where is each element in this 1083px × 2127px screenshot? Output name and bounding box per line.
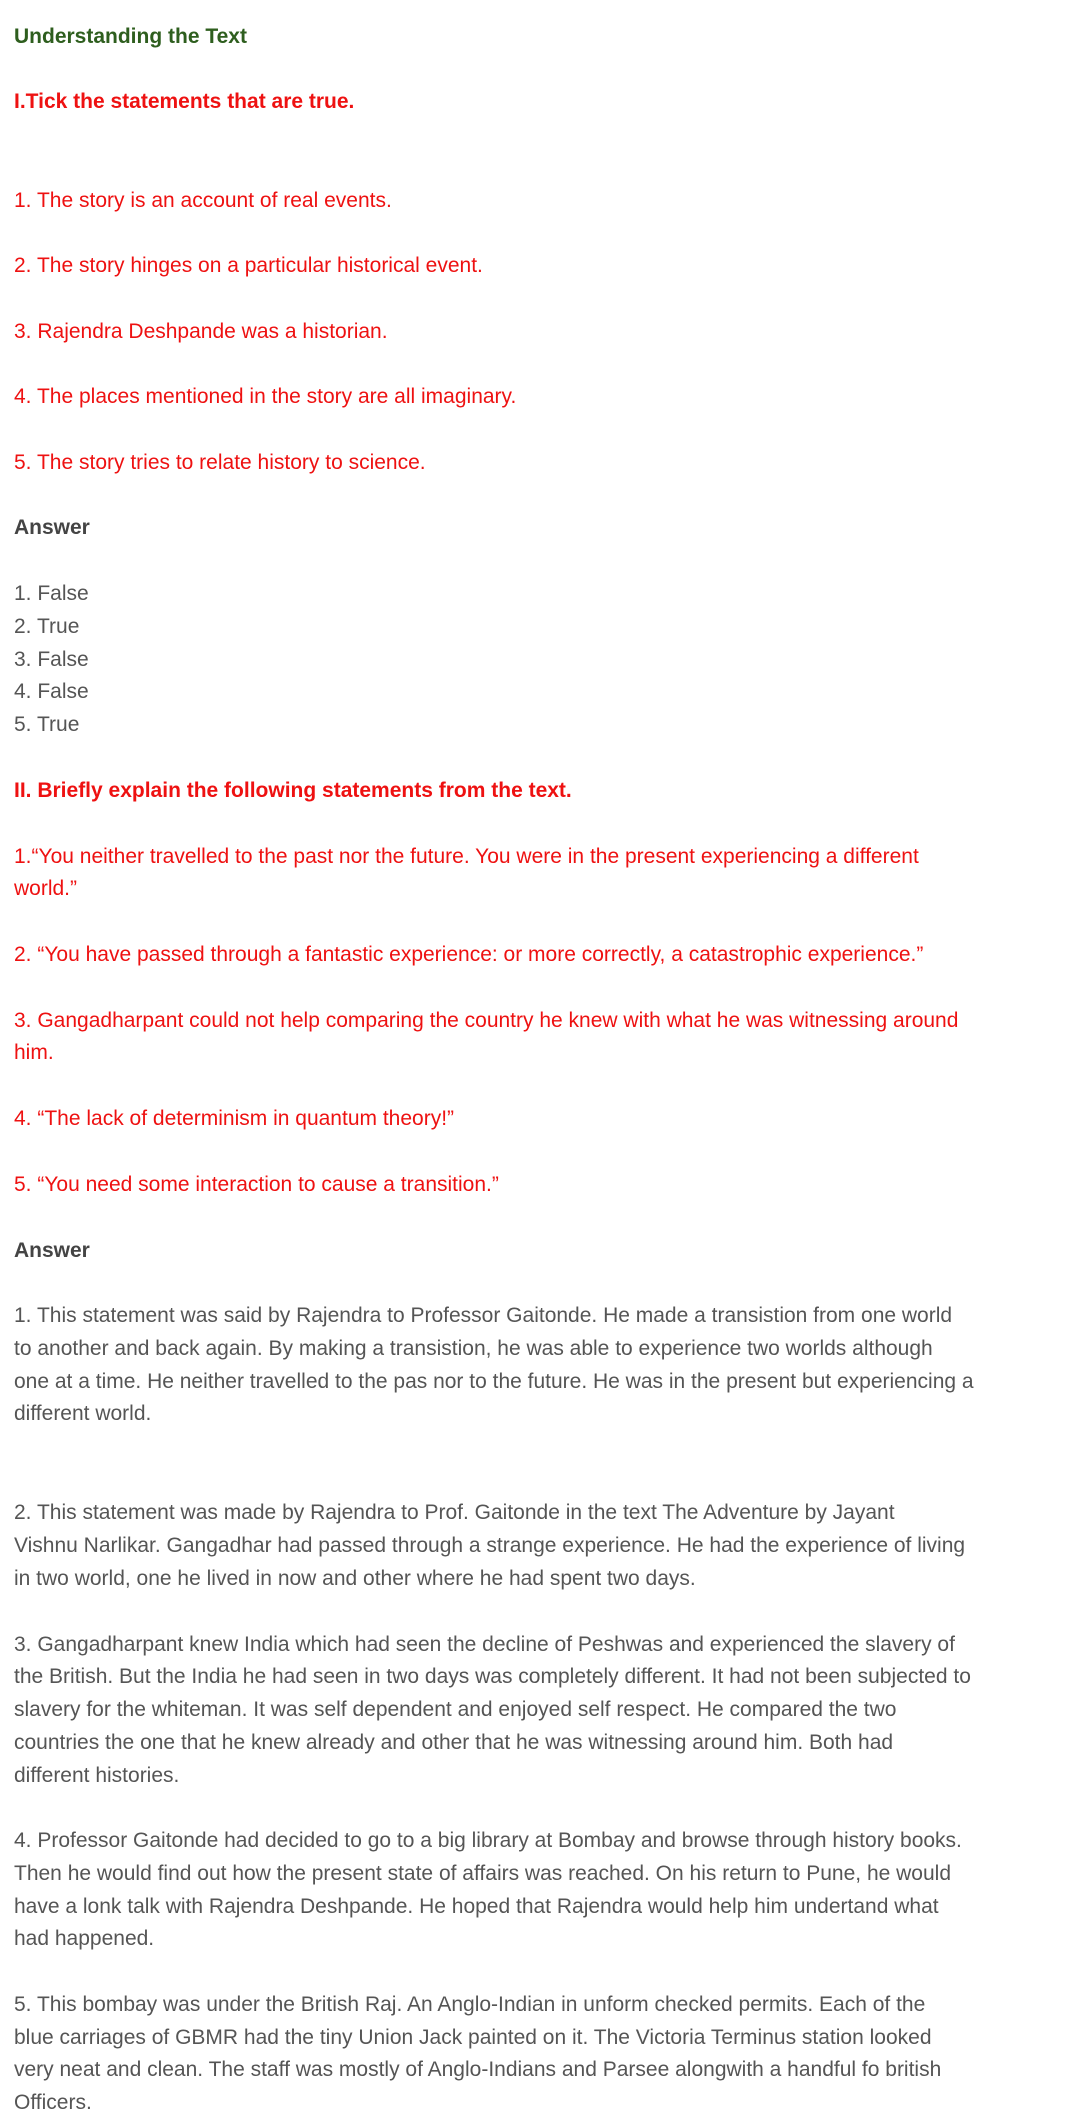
explanation-3-line: slavery for the whiteman. It was self dependent and enjoyed self respect. He compared the two <box>14 1698 897 1721</box>
statement-4: 4. The places mentioned in the story are all imaginary. <box>14 385 517 408</box>
explanation-5-line: 5. This bombay was under the British Raj. An Anglo-Indian in unform checked permits. Each of the <box>14 1993 926 2016</box>
page-title: Understanding the Text <box>14 25 247 48</box>
explanation-2-line: in two world, one he lived in now and other where he had spent two days. <box>14 1567 696 1590</box>
question-3-line-2: him. <box>14 1041 54 1064</box>
explanation-3-line: countries the one that he knew already and other that he was witnessing around him. Both had <box>14 1731 894 1754</box>
question-2: 2. “You have passed through a fantastic experience: or more correctly, a catastrophic experience.” <box>14 943 924 966</box>
explanation-5-line: Officers. <box>14 2091 92 2114</box>
explanation-5-line: very neat and clean. The staff was mostly of Anglo-Indians and Parsee alongwith a handful fo british <box>14 2058 942 2081</box>
question-1-line-1: 1.“You neither travelled to the past nor the future. You were in the present experiencing a different <box>14 845 919 868</box>
question-4: 4. “The lack of determinism in quantum theory!” <box>14 1107 455 1130</box>
question-3-line-1: 3. Gangadharpant could not help comparing the country he knew with what he was witnessing around <box>14 1009 959 1032</box>
answer-2: 2. True <box>14 615 80 638</box>
statement-3: 3. Rajendra Deshpande was a historian. <box>14 320 388 343</box>
section-1-heading: I.Tick the statements that are true. <box>14 90 355 113</box>
explanation-4-line: Then he would find out how the present state of affairs was reached. On his return to Pune, he would <box>14 1862 952 1885</box>
statement-1: 1. The story is an account of real events. <box>14 189 392 212</box>
statement-5: 5. The story tries to relate history to science. <box>14 451 426 474</box>
question-5: 5. “You need some interaction to cause a transition.” <box>14 1173 499 1196</box>
explanation-2-line: 2. This statement was made by Rajendra to Prof. Gaitonde in the text The Adventure by Jayant <box>14 1501 895 1524</box>
explanation-2-line: Vishnu Narlikar. Gangadhar had passed through a strange experience. He had the experience of living <box>14 1534 966 1557</box>
question-1-line-2: world.” <box>14 877 78 900</box>
statement-2: 2. The story hinges on a particular historical event. <box>14 254 483 277</box>
explanation-4-line: have a lonk talk with Rajendra Deshpande. He hoped that Rajendra would help him undertand what <box>14 1895 939 1918</box>
explanation-1-line: 1. This statement was said by Rajendra to Professor Gaitonde. He made a transistion from one world <box>14 1304 953 1327</box>
explanation-4-line: 4. Professor Gaitonde had decided to go to a big library at Bombay and browse through history books. <box>14 1829 962 1852</box>
answer-heading-2: Answer <box>14 1239 90 1262</box>
explanation-5-line: blue carriages of GBMR had the tiny Union Jack painted on it. The Victoria Terminus station looked <box>14 2026 932 2049</box>
explanation-1-line: different world. <box>14 1402 152 1425</box>
answer-5: 5. True <box>14 713 80 736</box>
explanation-3-line: different histories. <box>14 1764 180 1787</box>
explanation-1-line: to another and back again. By making a transistion, he was able to experience two worlds although <box>14 1337 933 1360</box>
answer-4: 4. False <box>14 680 89 703</box>
section-2-heading: II. Briefly explain the following statements from the text. <box>14 779 572 802</box>
explanation-3-line: 3. Gangadharpant knew India which had seen the decline of Peshwas and experienced the slavery of <box>14 1633 955 1656</box>
answer-3: 3. False <box>14 648 89 671</box>
explanation-3-line: the British. But the India he had seen in two days was completely different. It had not been subjected to <box>14 1665 971 1688</box>
answer-heading-1: Answer <box>14 516 90 539</box>
answer-1: 1. False <box>14 582 89 605</box>
explanation-1-line: one at a time. He neither travelled to the pas nor to the future. He was in the present but experiencing a <box>14 1370 974 1393</box>
explanation-4-line: had happened. <box>14 1927 155 1950</box>
